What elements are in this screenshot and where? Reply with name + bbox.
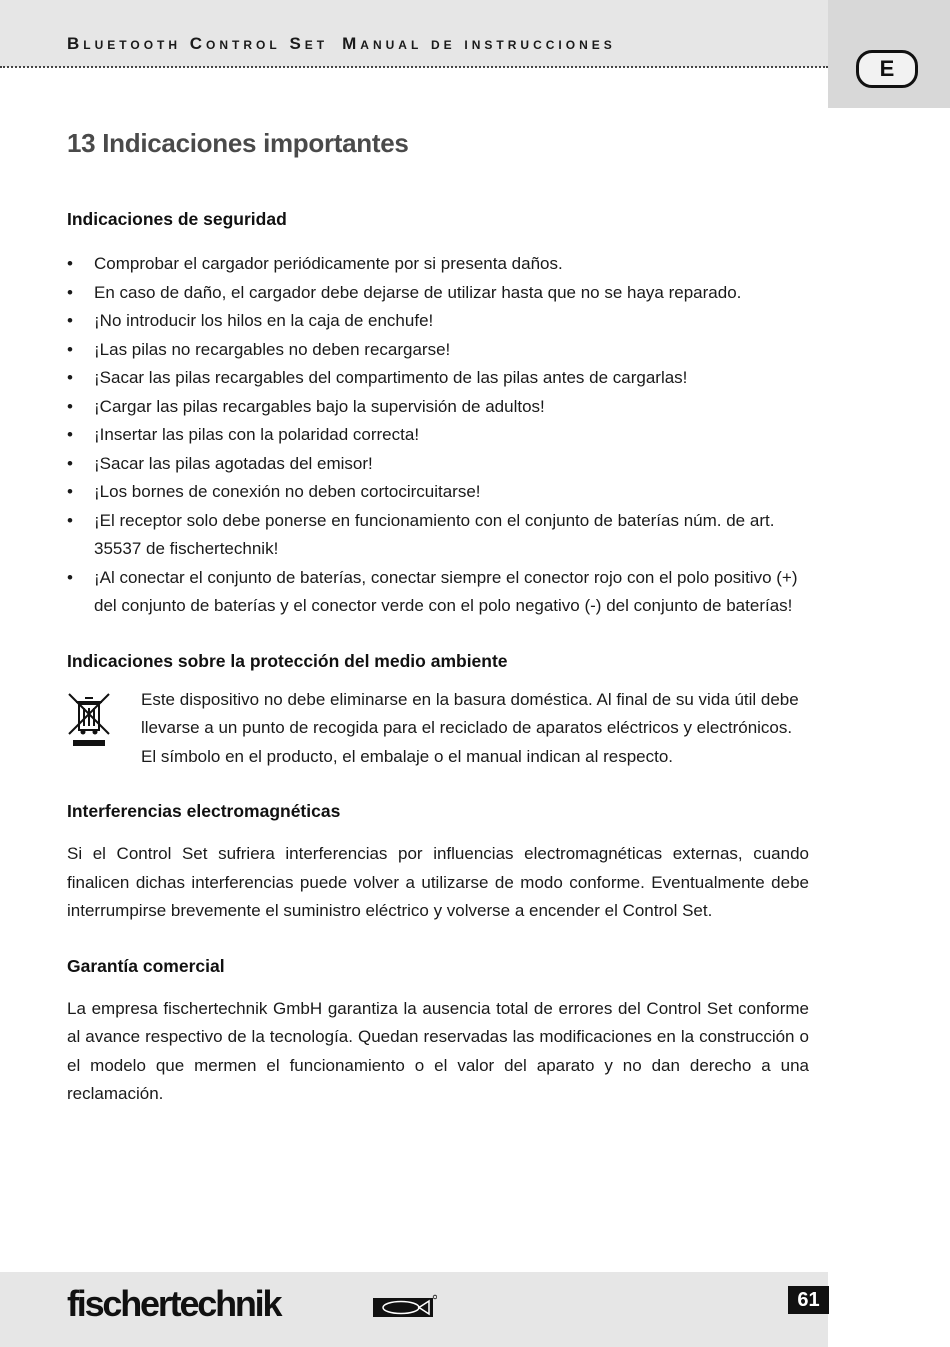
list-item: • En caso de daño, el cargador debe dejarse de utilizar hasta que no se haya reparado. xyxy=(67,279,809,308)
list-item: • ¡Las pilas no recargables no deben recargarse! xyxy=(67,336,809,365)
list-item: • ¡El receptor solo debe ponerse en funcionamiento con el conjunto de baterías núm. de art. 35537 de fischertechnik! xyxy=(67,507,809,564)
page-number: 61 xyxy=(788,1286,829,1314)
list-item: • ¡Los bornes de conexión no deben cortocircuitarse! xyxy=(67,478,809,507)
emi-heading: Interferencias electromagnéticas xyxy=(67,801,341,821)
header-manual: Manual de instrucciones xyxy=(342,34,616,53)
emi-text: Si el Control Set sufriera interferencias por influencias electromagnéticas externas, cuando finalicen dichas interferencias puede volver a utilizarse de modo conforme. Eventualmente debe interrumpirse brevemente el suministro eléctrico y volverse a encender el Control Set. xyxy=(67,844,809,920)
environment-text: Este dispositivo no debe eliminarse en la basura doméstica. Al final de su vida útil debe llevarse a un punto de recogida para el reciclado de aparatos eléctricos y electrónicos. El símbolo en el producto, el embalaje o el manual indican al respecto. xyxy=(141,689,799,766)
safety-heading: Indicaciones de seguridad xyxy=(67,209,287,229)
list-item: • ¡Al conectar el conjunto de baterías, conectar siempre el conector rojo con el polo positivo (+) del conjunto de baterías y el conector verde con el polo negativo (-) del conjunto de baterías! xyxy=(67,564,809,621)
warranty-text: La empresa fischertechnik GmbH garantiza la ausencia total de errores del Control Set conforme al avance respectivo de la tecnología. Quedan reservadas las modificaciones en la construcción o el modelo que mermen el funcionamiento o el valor del aparato y no dan derecho a una reclamación. xyxy=(67,998,809,1103)
list-item: • ¡Sacar las pilas agotadas del emisor! xyxy=(67,450,809,479)
list-item: • ¡Sacar las pilas recargables del compartimento de las pilas antes de cargarlas! xyxy=(67,364,809,393)
safety-list xyxy=(67,250,809,621)
brand-logo: fischertechnik xyxy=(67,1283,281,1324)
list-item: • Comprobar el cargador periódicamente por si presenta daños. xyxy=(67,250,809,279)
fish-logo-icon xyxy=(373,1294,437,1325)
language-badge: E xyxy=(856,50,918,88)
environment-notice xyxy=(67,686,809,772)
language-tab xyxy=(828,0,950,108)
environment-heading: Indicaciones sobre la protección del medio ambiente xyxy=(67,650,508,671)
section-title: 13 Indicaciones importantes xyxy=(67,128,409,158)
main-content xyxy=(67,128,809,1109)
list-item: • ¡Insertar las pilas con la polaridad correcta! xyxy=(67,421,809,450)
header-product: Bluetooth Control Set xyxy=(67,34,329,53)
list-item: • ¡Cargar las pilas recargables bajo la supervisión de adultos! xyxy=(67,393,809,422)
warranty-heading: Garantía comercial xyxy=(67,955,225,976)
list-item: • ¡No introducir los hilos en la caja de enchufe! xyxy=(67,307,809,336)
running-header xyxy=(67,34,616,54)
weee-crossed-bin-icon xyxy=(67,686,141,772)
header-divider xyxy=(0,66,828,68)
